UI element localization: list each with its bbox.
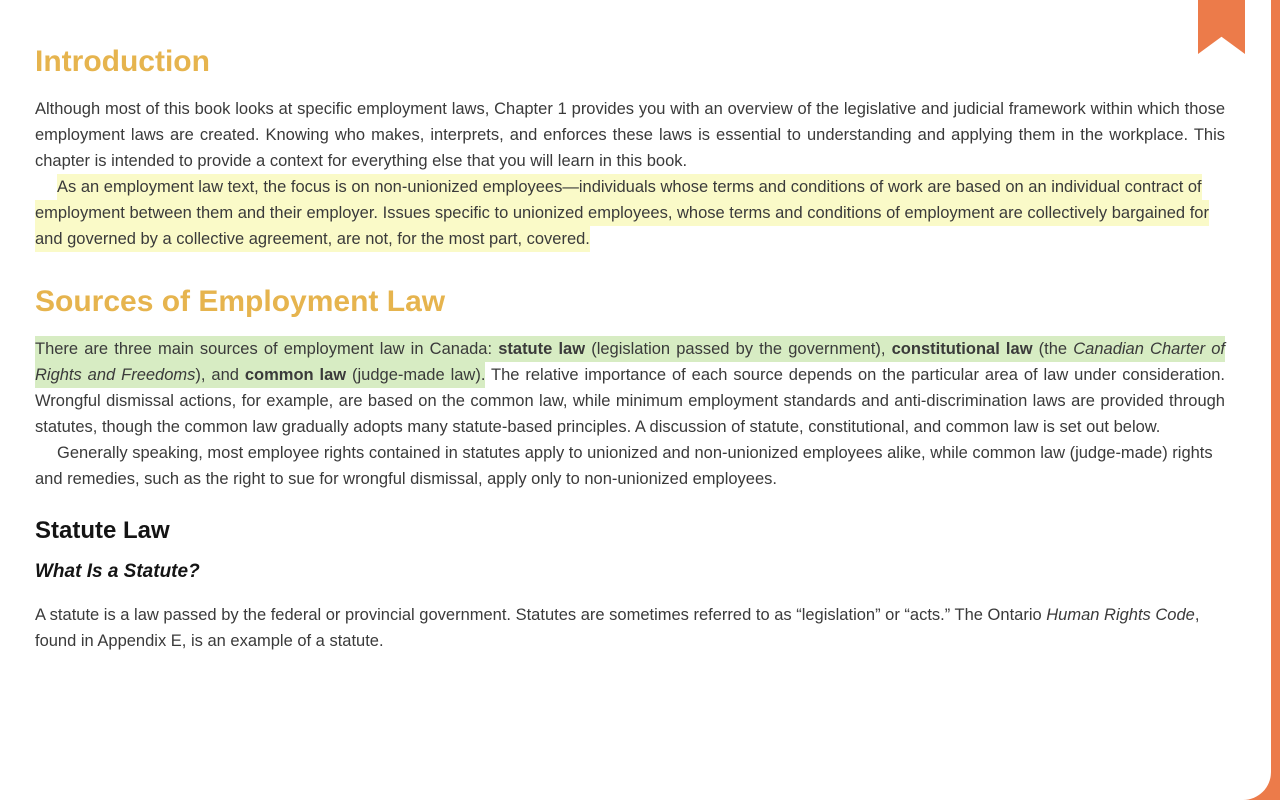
highlighted-text-run: (judge-made law).	[346, 362, 485, 388]
highlighted-text-run: common law	[245, 362, 346, 388]
highlighted-text-run: constitutional law	[892, 336, 1033, 362]
highlighted-text-run: statute law	[498, 336, 585, 362]
highlighted-text-run: Canadian Charter of Rights and Freedoms	[35, 336, 1225, 388]
heading-statute-law: Statute Law	[35, 517, 170, 544]
paragraph-introduction	[35, 96, 1225, 174]
text-run: Although most of this book looks at specific employment laws, Chapter 1 provides you with an overview of the legislative and judicial framework within which those employment laws are created. Knowing who makes, interprets, and enforces these laws is essential to understanding and applying them in the workplace. This chapter is intended to provide a context for everything else that you will learn in this book.	[35, 100, 1225, 170]
heading-what-is-a-statute: What Is a Statute?	[35, 561, 200, 582]
highlighted-text-run: There are three main sources of employment law in Canada:	[35, 336, 498, 362]
text-run: Generally speaking, most employee rights contained in statutes apply to unionized and non-unionized employees alike, while common law (judge-made) rights and remedies, such as the right to sue for wrongful dismissal, apply only to non-unionized employees.	[35, 444, 1213, 488]
highlighted-text-run: (the	[1033, 336, 1074, 362]
paragraph-sources	[35, 336, 1225, 440]
paragraph-highlighted-yellow	[35, 174, 1225, 252]
highlighted-text-run: ), and	[195, 362, 244, 388]
text-run: A statute is a law passed by the federal or provincial government. Statutes are sometimes referred to as “legislation” or “acts.” The Ontario	[35, 606, 1047, 624]
highlighted-text-run: As an employment law text, the focus is on non-unionized employees—individuals whose terms and conditions of work are based on an individual contract of employment between them and their employer. Issues specific to unionized employees, whose terms and conditions of employment are collectively bargained for and governed by a collective agreement, are not, for the most part, covered.	[35, 174, 1209, 252]
text-run: The relative importance of each source depends on the particular area of law under consideration. Wrongful dismissal actions, for example, are based on the common law, while minimum employment standards and anti-discrimination laws are provided through statutes, though the common law gradually adopts many statute-based principles. A discussion of statute, constitutional, and common law is set out below.	[35, 366, 1226, 436]
text-run: , found in Appendix E, is an example of a statute.	[35, 606, 1200, 650]
paragraph-generally-speaking	[35, 440, 1225, 492]
paragraph-statute-definition	[35, 602, 1225, 654]
highlighted-text-run: (legislation passed by the government),	[585, 336, 892, 362]
heading-sources-of-employment-law: Sources of Employment Law	[35, 285, 446, 318]
text-run: Human Rights Code	[1046, 606, 1195, 624]
heading-introduction: Introduction	[35, 45, 210, 78]
